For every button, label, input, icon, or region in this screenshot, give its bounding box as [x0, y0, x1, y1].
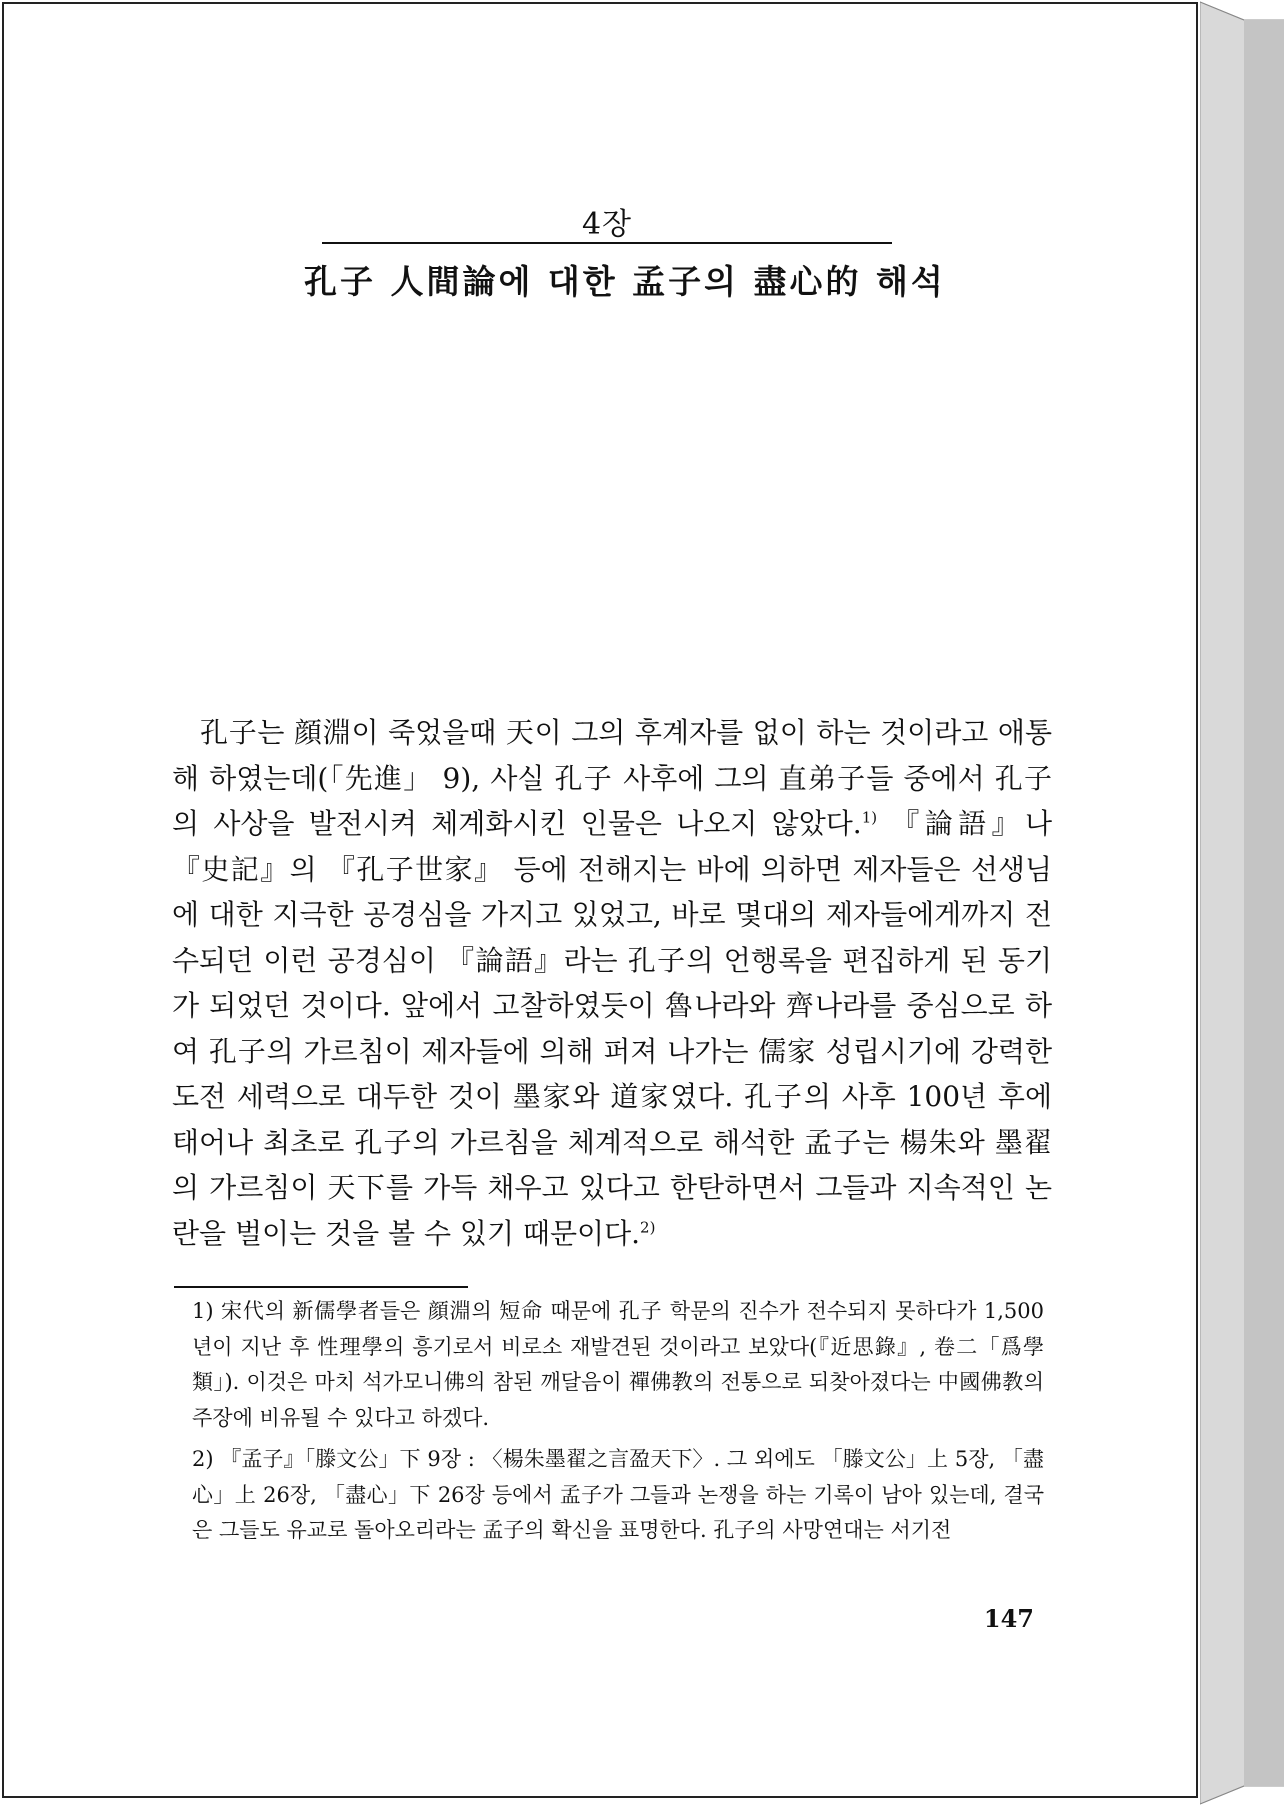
body-text-part-1: 孔子는 顔淵이 죽었을때 天이 그의 후계자를 없이 하는 것이라고 애통해 하였는데(「先進」 9), 사실 孔子 사후에 그의 直弟子들 중에서 孔子의 사상을 발전시켜 체계화시킨 인물은 나오지 않았다. — [172, 716, 1052, 840]
body-paragraph — [172, 710, 1052, 1256]
book-page — [2, 2, 1198, 1798]
footnote-reference-2: 2) — [640, 1218, 656, 1237]
footnotes-list — [192, 1294, 1044, 1555]
footnote-text: 1) 宋代의 新儒學者들은 顔淵의 短命 때문에 孔子 학문의 진수가 전수되지 못하다가 1,500년이 지난 후 性理學의 흥기로서 비로소 재발견된 것이라고 보았다(『近思錄』, 卷二「爲學類」). 이것은 마치 석가모니佛의 참된 깨달음이 禪佛教의 전통으로 되찾아졌다는 中國佛教의 주장에 비유될 수 있다고 하겠다. — [192, 1299, 1044, 1430]
chapter-rule — [322, 242, 892, 244]
footnote-2 — [192, 1442, 1044, 1549]
chapter-title: 孔子 人間論에 대한 孟子의 盡心的 해석 — [304, 262, 946, 301]
footnote-1 — [192, 1294, 1044, 1436]
footnote-reference-1: 1) — [861, 808, 878, 827]
footnote-text: 2) 『孟子』「滕文公」下 9장 : 〈楊朱墨翟之言盈天下〉. 그 외에도 「滕文公」上 5장, 「盡心」上 26장, 「盡心」下 26장 등에서 孟子가 그들과 논쟁을 하는 기록이 남아 있는데, 결국은 그들도 유교로 돌아오리라는 孟子의 확신을 표명한다. 孔子의 사망연대는 서기전 — [192, 1447, 1044, 1542]
page-number: 147 — [983, 1604, 1034, 1633]
book-edge — [1200, 0, 1284, 1806]
chapter-number: 4장 — [581, 207, 633, 242]
body-text-part-2: 『論語』나 『史記』의 『孔子世家』 등에 전해지는 바에 의하면 제자들은 선생님에 대한 지극한 공경심을 가지고 있었고, 바로 몇대의 제자들에게까지 전수되던 이런 공경심이 『論語』라는 孔子의 언행록을 편집하게 된 동기가 되었던 것이다. 앞에서 고찰하였듯이 魯나라와 齊나라를 중심으로 하여 孔子의 가르침이 제자들에 의해 퍼져 나가는 儒家 성립시기에 강력한 도전 세력으로 대두한 것이 墨家와 道家였다. 孔子의 사후 100년 후에 태어나 최초로 孔子의 가르침을 체계적으로 해석한 孟子는 楊朱와 墨翟의 가르침이 天下를 가득 채우고 있다고 한탄하면서 그들과 지속적인 논란을 벌이는 것을 볼 수 있기 때문이다. — [172, 807, 1052, 1250]
footnote-rule — [174, 1286, 468, 1288]
